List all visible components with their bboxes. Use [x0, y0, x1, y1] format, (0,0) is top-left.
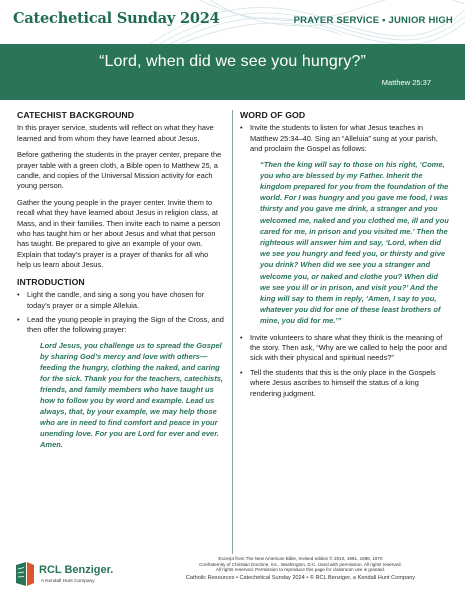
opening-prayer: Lord Jesus, you challenge us to spread the Gospel by sharing God’s mercy and love with others—feeding the hungry, clothing the naked, and caring for the sick. Thank you for the teachers, catechists, friends, and family members who have taught us how to follow you by word and example. Lead us always, that, by your example, we may help those who are in need to find comfort and peace in your unending love. For you are Lord for ever and ever. Amen. [40, 340, 223, 449]
column-divider [232, 110, 233, 554]
brand-name: RCL Benziger. [39, 564, 114, 576]
theme-quote: “Lord, when did we see you hungry?” [99, 53, 366, 70]
footer-credit-line: Catholic Resources • Catechetical Sunday 2024 • © RCL Benziger, a Kendall Hunt Company [185, 574, 416, 581]
list-item: • Lead the young people in praying the Sign of the Cross, and then offer the following prayer: [17, 315, 224, 336]
introduction-list [17, 290, 224, 336]
publisher-logo [15, 560, 130, 592]
scripture-reference: Matthew 25:37 [381, 78, 431, 87]
list-item: • Light the candle, and sing a song you have chosen for today’s prayer or a simple Alleluia. [17, 290, 224, 311]
brand-subtitle: A Kendall Hunt Company [41, 579, 95, 584]
right-column [240, 110, 450, 403]
list-item: • Invite volunteers to share what they think is the meaning of the story. Then ask, “Why are we called to help the poor and sick with their physical and spiritual needs?” [240, 333, 450, 364]
rcl-logo-icon [15, 561, 35, 587]
copyright-line: Confraternity of Christian Doctrine, Inc., Washington, D.C. Used with permission. All rights reserved. [199, 561, 402, 567]
background-paragraph: Gather the young people in the prayer center. Invite them to recall what they have learned about Jesus in religion class, at Mass, and in their families. Then invite each to name a person who has taught him or her about Jesus and what that person has taught. Be prepared to give an example of your own. Explain that today’s prayer is a prayer of thanks for all who help us learn about Jesus. [17, 197, 221, 270]
top-bar [0, 0, 465, 44]
publication-title: Catechetical Sunday 2024 [13, 10, 220, 27]
introduction-heading: INTRODUCTION [17, 276, 85, 287]
catechist-background-heading: CATECHIST BACKGROUND [17, 110, 135, 120]
left-column [17, 110, 224, 450]
reflection-list [240, 333, 450, 399]
gospel-reading: “Then the king will say to those on his right, ‘Come, you who are blessed by my Father. Inherit the kingdom prepared for you from the foundation of the world. For I was hungry and you gave me food, I was thirsty and you gave me drink, a stranger and you welcomed me, naked and you clothed me, ill and you cared for me, in prison and you visited me.’ Then the righteous will answer him and say, ‘Lord, when did we see you hungry and feed you, or thirsty and give you drink? When did we see you a stranger and welcome you, or naked and clothe you? When did we see you ill or in prison, and visit you?’ And the king will say to them in reply, ‘Amen, I say to you, whatever you did for one of these least brothers of mine, you did for me.’” [260, 159, 449, 326]
word-of-god-list [240, 123, 450, 154]
list-item: • Invite the students to listen for what Jesus teaches in Matthew 25:34–40. Sing an “Alleluia” sung at your parish, and proclaim the Gospel as follows: [240, 123, 450, 154]
word-of-god-heading: WORD OF GOD [240, 110, 306, 120]
service-tag: PRAYER SERVICE • JUNIOR HIGH [293, 15, 453, 26]
list-item: • Tell the students that this is the only place in the Gospels where Jesus ascribes to himself the status of a king rendering judgment. [240, 368, 450, 399]
footer-copyright [148, 556, 453, 582]
background-paragraph: In this prayer service, students will reflect on what they have learned and from whom they have learned about Jesus. [17, 123, 214, 143]
background-paragraph: Before gathering the students in the prayer center, prepare the prayer table with a green cloth, a Bible open to Matthew 25, a candle, and copies of the Universal Mission activity for each young person. [17, 150, 222, 191]
copyright-line: All rights reserved. Permission to reproduce this page for classroom use is granted. [215, 567, 386, 573]
theme-banner [0, 44, 465, 100]
copyright-line: Excerpt from The New American Bible, revised edition © 2010, 1991, 1986, 1970 [218, 556, 383, 561]
